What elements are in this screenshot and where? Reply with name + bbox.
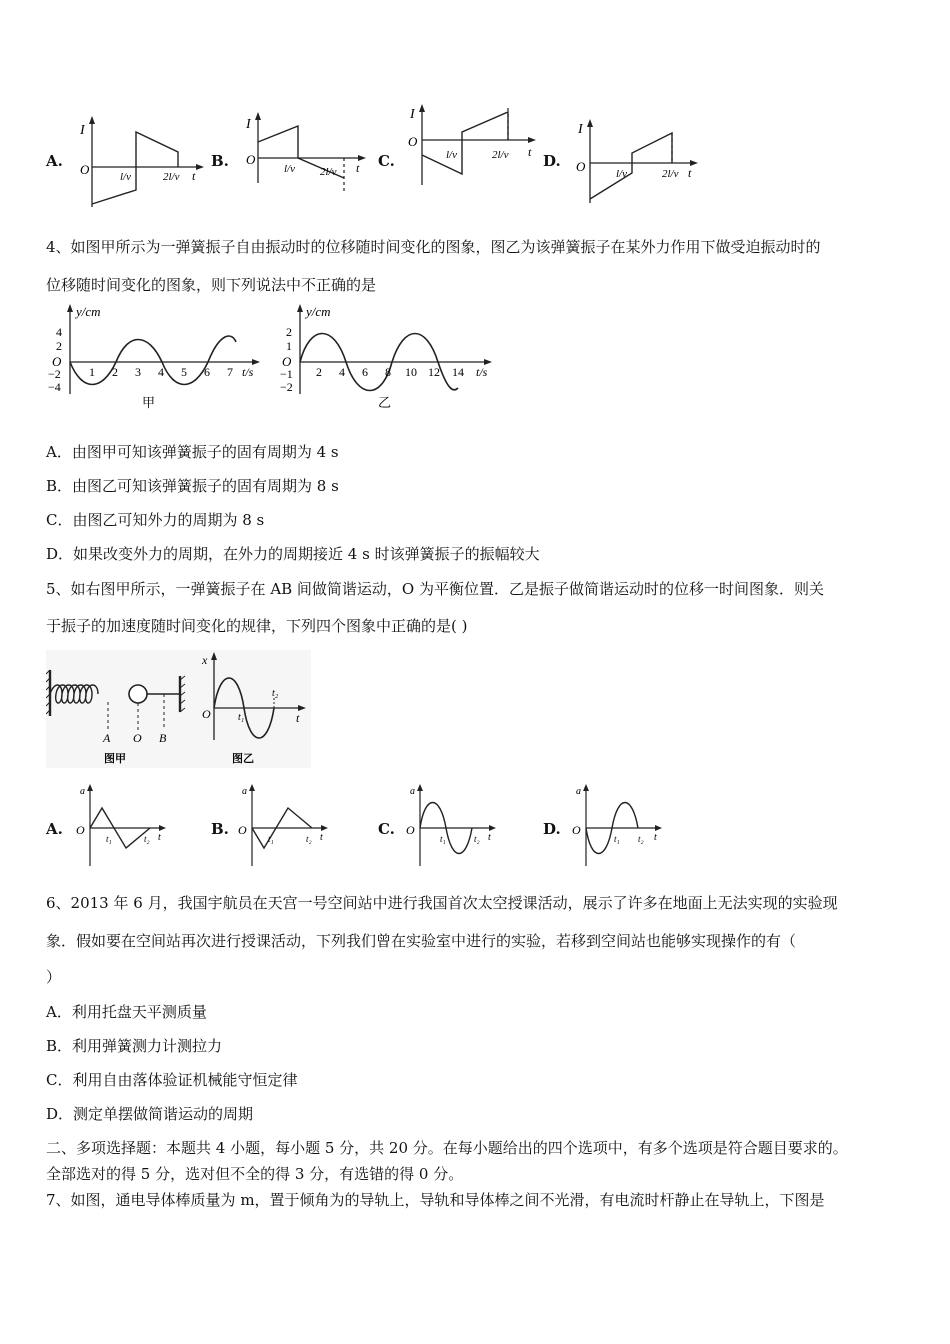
q5-c-t2: t₂: [474, 834, 480, 844]
q4-yi-ytick: −2: [280, 380, 293, 394]
section2-instructions-line-2: 全部选对的得 5 分，选对但不全的得 3 分，有选错的得 0 分。: [46, 1165, 464, 1183]
q3-a-ylabel: I: [80, 123, 85, 138]
q3-b-ylabel: I: [246, 117, 251, 132]
q5-fig-yi-t1: t₁: [238, 712, 245, 723]
q5-fig-jia-caption: 图甲: [104, 753, 126, 765]
q3-graph-c: [402, 100, 542, 195]
q4-yi-xtick: 2: [316, 365, 322, 379]
q3-option-c-label[interactable]: C.: [378, 152, 395, 170]
q4-jia-ytick: 2: [56, 339, 62, 353]
q5-graph-b: [232, 782, 332, 870]
q4-jia-ytick: 4: [56, 325, 62, 339]
q3-b-origin: O: [246, 152, 256, 167]
q3-option-b-label[interactable]: B.: [211, 152, 229, 170]
q3-c-xlabel: t: [528, 145, 532, 159]
q5-a-t2: t₂: [144, 834, 150, 844]
q5-c-origin: O: [406, 823, 415, 837]
q4-jia-xlabel: t/s: [242, 365, 254, 379]
q6-stem-line-3: ）: [46, 968, 62, 986]
q5-fig-jia-O: O: [133, 731, 142, 745]
q4-yi-ytick: −1: [280, 367, 293, 381]
q6-option-b[interactable]: B．利用弹簧测力计测拉力: [46, 1037, 223, 1055]
q4-jia-xtick: 4: [158, 365, 164, 379]
q4-yi-xtick: 8: [385, 365, 391, 379]
q5-fig-jia-B: B: [159, 731, 167, 745]
q4-yi-ylabel: y/cm: [306, 304, 331, 319]
q5-a-t1: t₁: [106, 834, 112, 844]
q5-d-t2: t₂: [638, 834, 644, 844]
q5-stem-line-1: 5、如右图甲所示，一弹簧振子在 AB 间做简谐运动，O 为平衡位置．乙是振子做简谐运动时的位移一时间图象．则关: [46, 580, 825, 598]
q4-jia-xtick: 6: [204, 365, 210, 379]
q5-option-b-label[interactable]: B.: [211, 820, 229, 838]
q5-c-xlabel: t: [488, 832, 491, 843]
q5-graph-a: [70, 782, 170, 870]
q4-jia-origin: O: [52, 354, 62, 369]
q3-graph-b: [240, 108, 375, 208]
q5-c-ylabel: a: [410, 786, 415, 797]
q5-fig-yi-origin: O: [202, 707, 211, 721]
q4-jia-ytick: −4: [48, 380, 61, 394]
q4-stem-line-1: 4、如图甲所示为一弹簧振子自由振动时的位移随时间变化的图象，图乙为该弹簧振子在某外力作用下做受迫振动时的: [46, 238, 821, 256]
q5-option-c-label[interactable]: C.: [378, 820, 395, 838]
q4-yi-ytick: 2: [286, 325, 292, 339]
q5-b-ylabel: a: [242, 786, 247, 797]
q4-yi-ytick: 1: [286, 339, 292, 353]
q3-c-t2: 2l/v: [492, 149, 509, 161]
q3-c-t1: l/v: [446, 149, 457, 161]
q5-fig-yi-ylabel: x: [202, 653, 208, 667]
q4-yi-xtick: 6: [362, 365, 368, 379]
q5-c-t1: t₁: [440, 834, 446, 844]
q3-c-ylabel: I: [410, 107, 415, 122]
q4-jia-xtick: 2: [112, 365, 118, 379]
q7-stem-line-1: 7、如图，通电导体棒质量为 m，置于倾角为的导轨上，导轨和导体棒之间不光滑，有电流时杆静止在导轨上，下图是: [46, 1191, 825, 1209]
q4-graph-yi: [278, 302, 503, 412]
q6-option-c[interactable]: C．利用自由落体验证机械能守恒定律: [46, 1071, 298, 1089]
q4-yi-caption: 乙: [378, 395, 392, 410]
q5-fig-yi-graph: [196, 650, 311, 768]
q4-jia-ylabel: y/cm: [76, 304, 101, 319]
q3-graph-d: [570, 115, 705, 210]
q5-b-t1: t₁: [268, 834, 274, 844]
q5-fig-jia-spring: [46, 650, 196, 768]
q5-a-origin: O: [76, 823, 85, 837]
q5-stem-line-2: 于振子的加速度随时间变化的规律，下列四个图象中正确的是( ): [46, 617, 468, 635]
q5-fig-yi-caption: 图乙: [232, 753, 254, 765]
q4-jia-xtick: 1: [89, 365, 95, 379]
q4-yi-xtick: 14: [452, 365, 464, 379]
q4-option-a[interactable]: A．由图甲可知该弹簧振子的固有周期为 4 s: [46, 443, 339, 461]
q3-a-origin: O: [80, 162, 90, 177]
q4-option-b[interactable]: B．由图乙可知该弹簧振子的固有周期为 8 s: [46, 477, 339, 495]
q3-b-xlabel: t: [356, 161, 360, 175]
section2-instructions-line-1: 二、多项选择题：本题共 4 小题，每小题 5 分，共 20 分。在每小题给出的四个选项中，有多个选项是符合题目要求的。: [46, 1139, 848, 1157]
q4-jia-xtick: 3: [135, 365, 141, 379]
q5-b-xlabel: t: [320, 832, 323, 843]
q3-a-t1: l/v: [120, 171, 131, 183]
q4-stem-line-2: 位移随时间变化的图象，则下列说法中不正确的是: [46, 276, 377, 294]
q5-d-origin: O: [572, 823, 581, 837]
q5-graph-c: [400, 782, 500, 870]
q3-graph-a: [70, 112, 205, 212]
q6-stem-line-2: 象．假如要在空间站再次进行授课活动，下列我们曾在实验室中进行的实验，若移到空间站也能够实现操作的有（: [46, 932, 797, 950]
q5-graph-d: [566, 782, 666, 870]
q4-yi-origin: O: [282, 354, 292, 369]
q4-jia-xtick: 7: [227, 365, 233, 379]
q3-d-t1: l/v: [616, 168, 627, 180]
q5-fig-yi-t2: t₂: [272, 688, 279, 699]
q5-b-t2: t₂: [306, 834, 312, 844]
q5-fig-jia-A: A: [103, 731, 111, 745]
q3-d-ylabel: I: [578, 122, 583, 137]
q3-b-t1: l/v: [284, 163, 295, 175]
q5-a-xlabel: t: [158, 832, 161, 843]
q3-option-d-label[interactable]: D.: [543, 152, 561, 170]
q6-option-d[interactable]: D．测定单摆做简谐运动的周期: [46, 1105, 254, 1123]
q4-yi-xtick: 12: [428, 365, 440, 379]
q3-c-origin: O: [408, 134, 418, 149]
q6-option-a[interactable]: A．利用托盘天平测质量: [46, 1003, 207, 1021]
q3-a-xlabel: t: [192, 169, 196, 183]
q5-a-ylabel: a: [80, 786, 85, 797]
q6-stem-line-1: 6、2013 年 6 月，我国宇航员在天宫一号空间站中进行我国首次太空授课活动，展示了许多在地面上无法实现的实验现: [46, 894, 838, 912]
q3-a-t2: 2l/v: [163, 171, 180, 183]
q3-option-a-label[interactable]: A.: [46, 152, 63, 170]
q5-b-origin: O: [238, 823, 247, 837]
q5-fig-yi-xlabel: t: [296, 711, 300, 725]
q5-d-xlabel: t: [654, 832, 657, 843]
q4-yi-xtick: 10: [405, 365, 417, 379]
q4-option-c[interactable]: C．由图乙可知外力的周期为 8 s: [46, 511, 265, 529]
q4-yi-xlabel: t/s: [476, 365, 488, 379]
q4-jia-caption: 甲: [142, 395, 156, 410]
q3-d-t2: 2l/v: [662, 168, 679, 180]
q4-yi-xtick: 4: [339, 365, 345, 379]
q5-d-ylabel: a: [576, 786, 581, 797]
q5-d-t1: t₁: [614, 834, 620, 844]
q4-graph-jia: [46, 302, 271, 412]
q4-jia-ytick: −2: [48, 367, 61, 381]
q5-option-d-label[interactable]: D.: [543, 820, 561, 838]
q4-option-d[interactable]: D．如果改变外力的周期，在外力的周期接近 4 s 时该弹簧振子的振幅较大: [46, 545, 540, 563]
q5-option-a-label[interactable]: A.: [46, 820, 63, 838]
q3-d-xlabel: t: [688, 166, 692, 180]
q4-jia-xtick: 5: [181, 365, 187, 379]
q3-d-origin: O: [576, 159, 586, 174]
q3-b-t2: 2l/v: [320, 166, 337, 178]
